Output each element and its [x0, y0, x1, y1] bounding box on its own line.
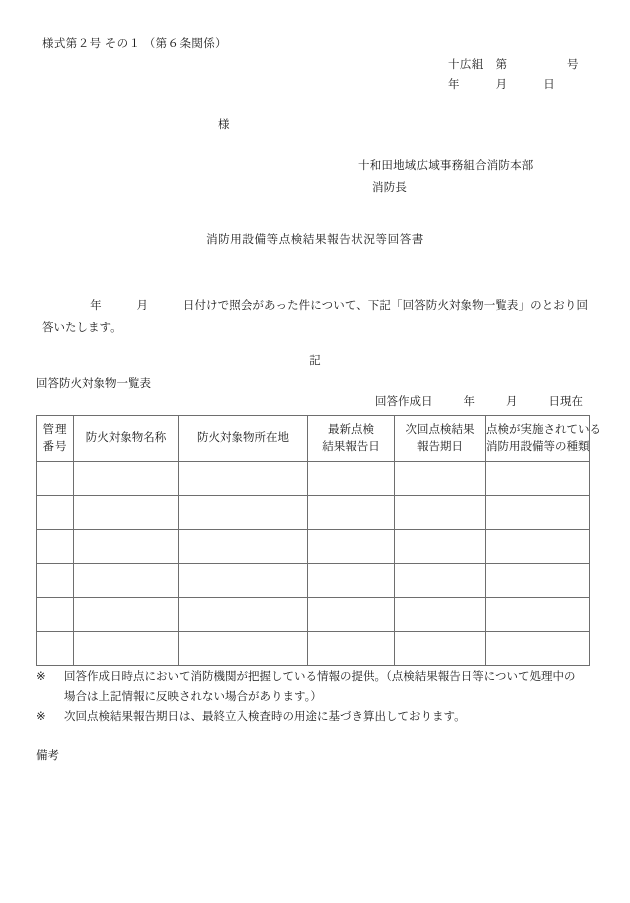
table-body — [37, 462, 590, 666]
cell-equipment-type[interactable] — [486, 530, 590, 564]
header-target-name — [74, 416, 179, 462]
cell-target-address[interactable] — [179, 632, 308, 666]
form-code-label: 様式第２号 その１ （第６条関係） — [42, 38, 228, 50]
body-paragraph-line1: 年 月 日付けで照会があった件について、下記「回答防火対象物一覧表」のとおり回答 — [42, 300, 588, 334]
issuer-title: 消防長 — [372, 182, 408, 194]
cell-target-name[interactable] — [74, 564, 179, 598]
header-latest-inspection-report-date — [308, 416, 395, 462]
cell-target-address[interactable] — [179, 564, 308, 598]
table-row — [37, 632, 590, 666]
fire-prevention-target-table — [36, 415, 601, 666]
header-equipment-type-line1: 点検が実施されている — [486, 423, 601, 436]
cell-next-inspection-report-deadline[interactable] — [395, 530, 486, 564]
note-text: 回答作成日時点において消防機関が把握している情報の提供。（点検結果報告日等について処理中の — [64, 671, 576, 683]
header-target-name-line1: 防火対象物名称 — [85, 432, 167, 445]
cell-management-number[interactable] — [37, 598, 74, 632]
notes-block — [36, 667, 588, 727]
header-latest-inspection-line2: 結果報告日 — [322, 440, 380, 453]
cell-latest-inspection-report-date[interactable] — [308, 462, 395, 496]
table-header-row — [37, 416, 590, 462]
header-next-inspection-report-deadline — [395, 416, 486, 462]
header-latest-inspection-line1: 最新点検 — [328, 423, 374, 436]
header-management-number — [37, 416, 74, 462]
cell-target-name[interactable] — [74, 496, 179, 530]
table-row — [37, 462, 590, 496]
cell-latest-inspection-report-date[interactable] — [308, 564, 395, 598]
cell-management-number[interactable] — [37, 496, 74, 530]
note-continuation: 場合は上記情報に反映されない場合があります。） — [64, 691, 322, 704]
cell-target-address[interactable] — [179, 598, 308, 632]
cell-latest-inspection-report-date[interactable] — [308, 632, 395, 666]
body-paragraph-line2: いたします。 — [53, 321, 122, 334]
cell-next-inspection-report-deadline[interactable] — [395, 496, 486, 530]
cell-equipment-type[interactable] — [486, 632, 590, 666]
answer-creation-date-year: 年 — [463, 396, 475, 408]
cell-latest-inspection-report-date[interactable] — [308, 530, 395, 564]
cell-target-name[interactable] — [74, 598, 179, 632]
header-equipment-type — [486, 416, 601, 462]
answer-creation-date-line — [375, 394, 583, 411]
cell-management-number[interactable] — [37, 632, 74, 666]
cell-target-address[interactable] — [179, 462, 308, 496]
header-management-number-line1: 管理 — [42, 423, 68, 436]
cell-next-inspection-report-deadline[interactable] — [395, 632, 486, 666]
cell-target-name[interactable] — [74, 462, 179, 496]
cell-equipment-type[interactable] — [486, 496, 590, 530]
cell-management-number[interactable] — [37, 564, 74, 598]
cell-next-inspection-report-deadline[interactable] — [395, 564, 486, 598]
note-text: 次回点検結果報告期日は、最終立入検査時の用途に基づき算出しております。 — [64, 711, 466, 724]
answer-creation-date-label: 回答作成日 — [375, 396, 433, 408]
cell-management-number[interactable] — [37, 530, 74, 564]
ki-mark: 記 — [309, 355, 321, 367]
cell-next-inspection-report-deadline[interactable] — [395, 462, 486, 496]
cell-latest-inspection-report-date[interactable] — [308, 496, 395, 530]
answer-creation-date-month: 月 — [506, 396, 518, 408]
cell-management-number[interactable] — [37, 462, 74, 496]
header-next-inspection-line2: 報告期日 — [417, 440, 463, 453]
document-date-field: 年 月 日 — [448, 79, 556, 91]
remarks-label: 備考 — [36, 750, 59, 762]
document-number-field: 十広組 第 号 — [448, 59, 579, 71]
cell-target-address[interactable] — [179, 496, 308, 530]
header-management-number-line2: 番号 — [42, 440, 68, 453]
issuer-organization: 十和田地域広域事務組合消防本部 — [358, 160, 534, 172]
target-list-caption: 回答防火対象物一覧表 — [36, 378, 151, 390]
note-item — [36, 667, 588, 687]
answer-creation-date-day: 日現在 — [548, 396, 583, 408]
header-target-address-line1: 防火対象物所在地 — [197, 432, 289, 445]
table-row — [37, 598, 590, 632]
cell-latest-inspection-report-date[interactable] — [308, 598, 395, 632]
header-equipment-type-line2: 消防用設備等の種類 — [486, 440, 590, 453]
table-row — [37, 530, 590, 564]
body-paragraph — [42, 296, 588, 340]
cell-next-inspection-report-deadline[interactable] — [395, 598, 486, 632]
cell-equipment-type[interactable] — [486, 462, 590, 496]
header-next-inspection-line1: 次回点検結果 — [405, 423, 475, 436]
cell-target-name[interactable] — [74, 632, 179, 666]
cell-target-name[interactable] — [74, 530, 179, 564]
addressee-suffix: 様 — [218, 119, 230, 131]
header-target-address — [179, 416, 308, 462]
cell-target-address[interactable] — [179, 530, 308, 564]
note-mark-icon: ※ — [36, 671, 46, 683]
table-row — [37, 496, 590, 530]
document-title: 消防用設備等点検結果報告状況等回答書 — [206, 234, 424, 246]
note-item — [36, 707, 588, 727]
table-row — [37, 564, 590, 598]
cell-equipment-type[interactable] — [486, 564, 590, 598]
note-mark-icon: ※ — [36, 711, 46, 724]
cell-equipment-type[interactable] — [486, 598, 590, 632]
